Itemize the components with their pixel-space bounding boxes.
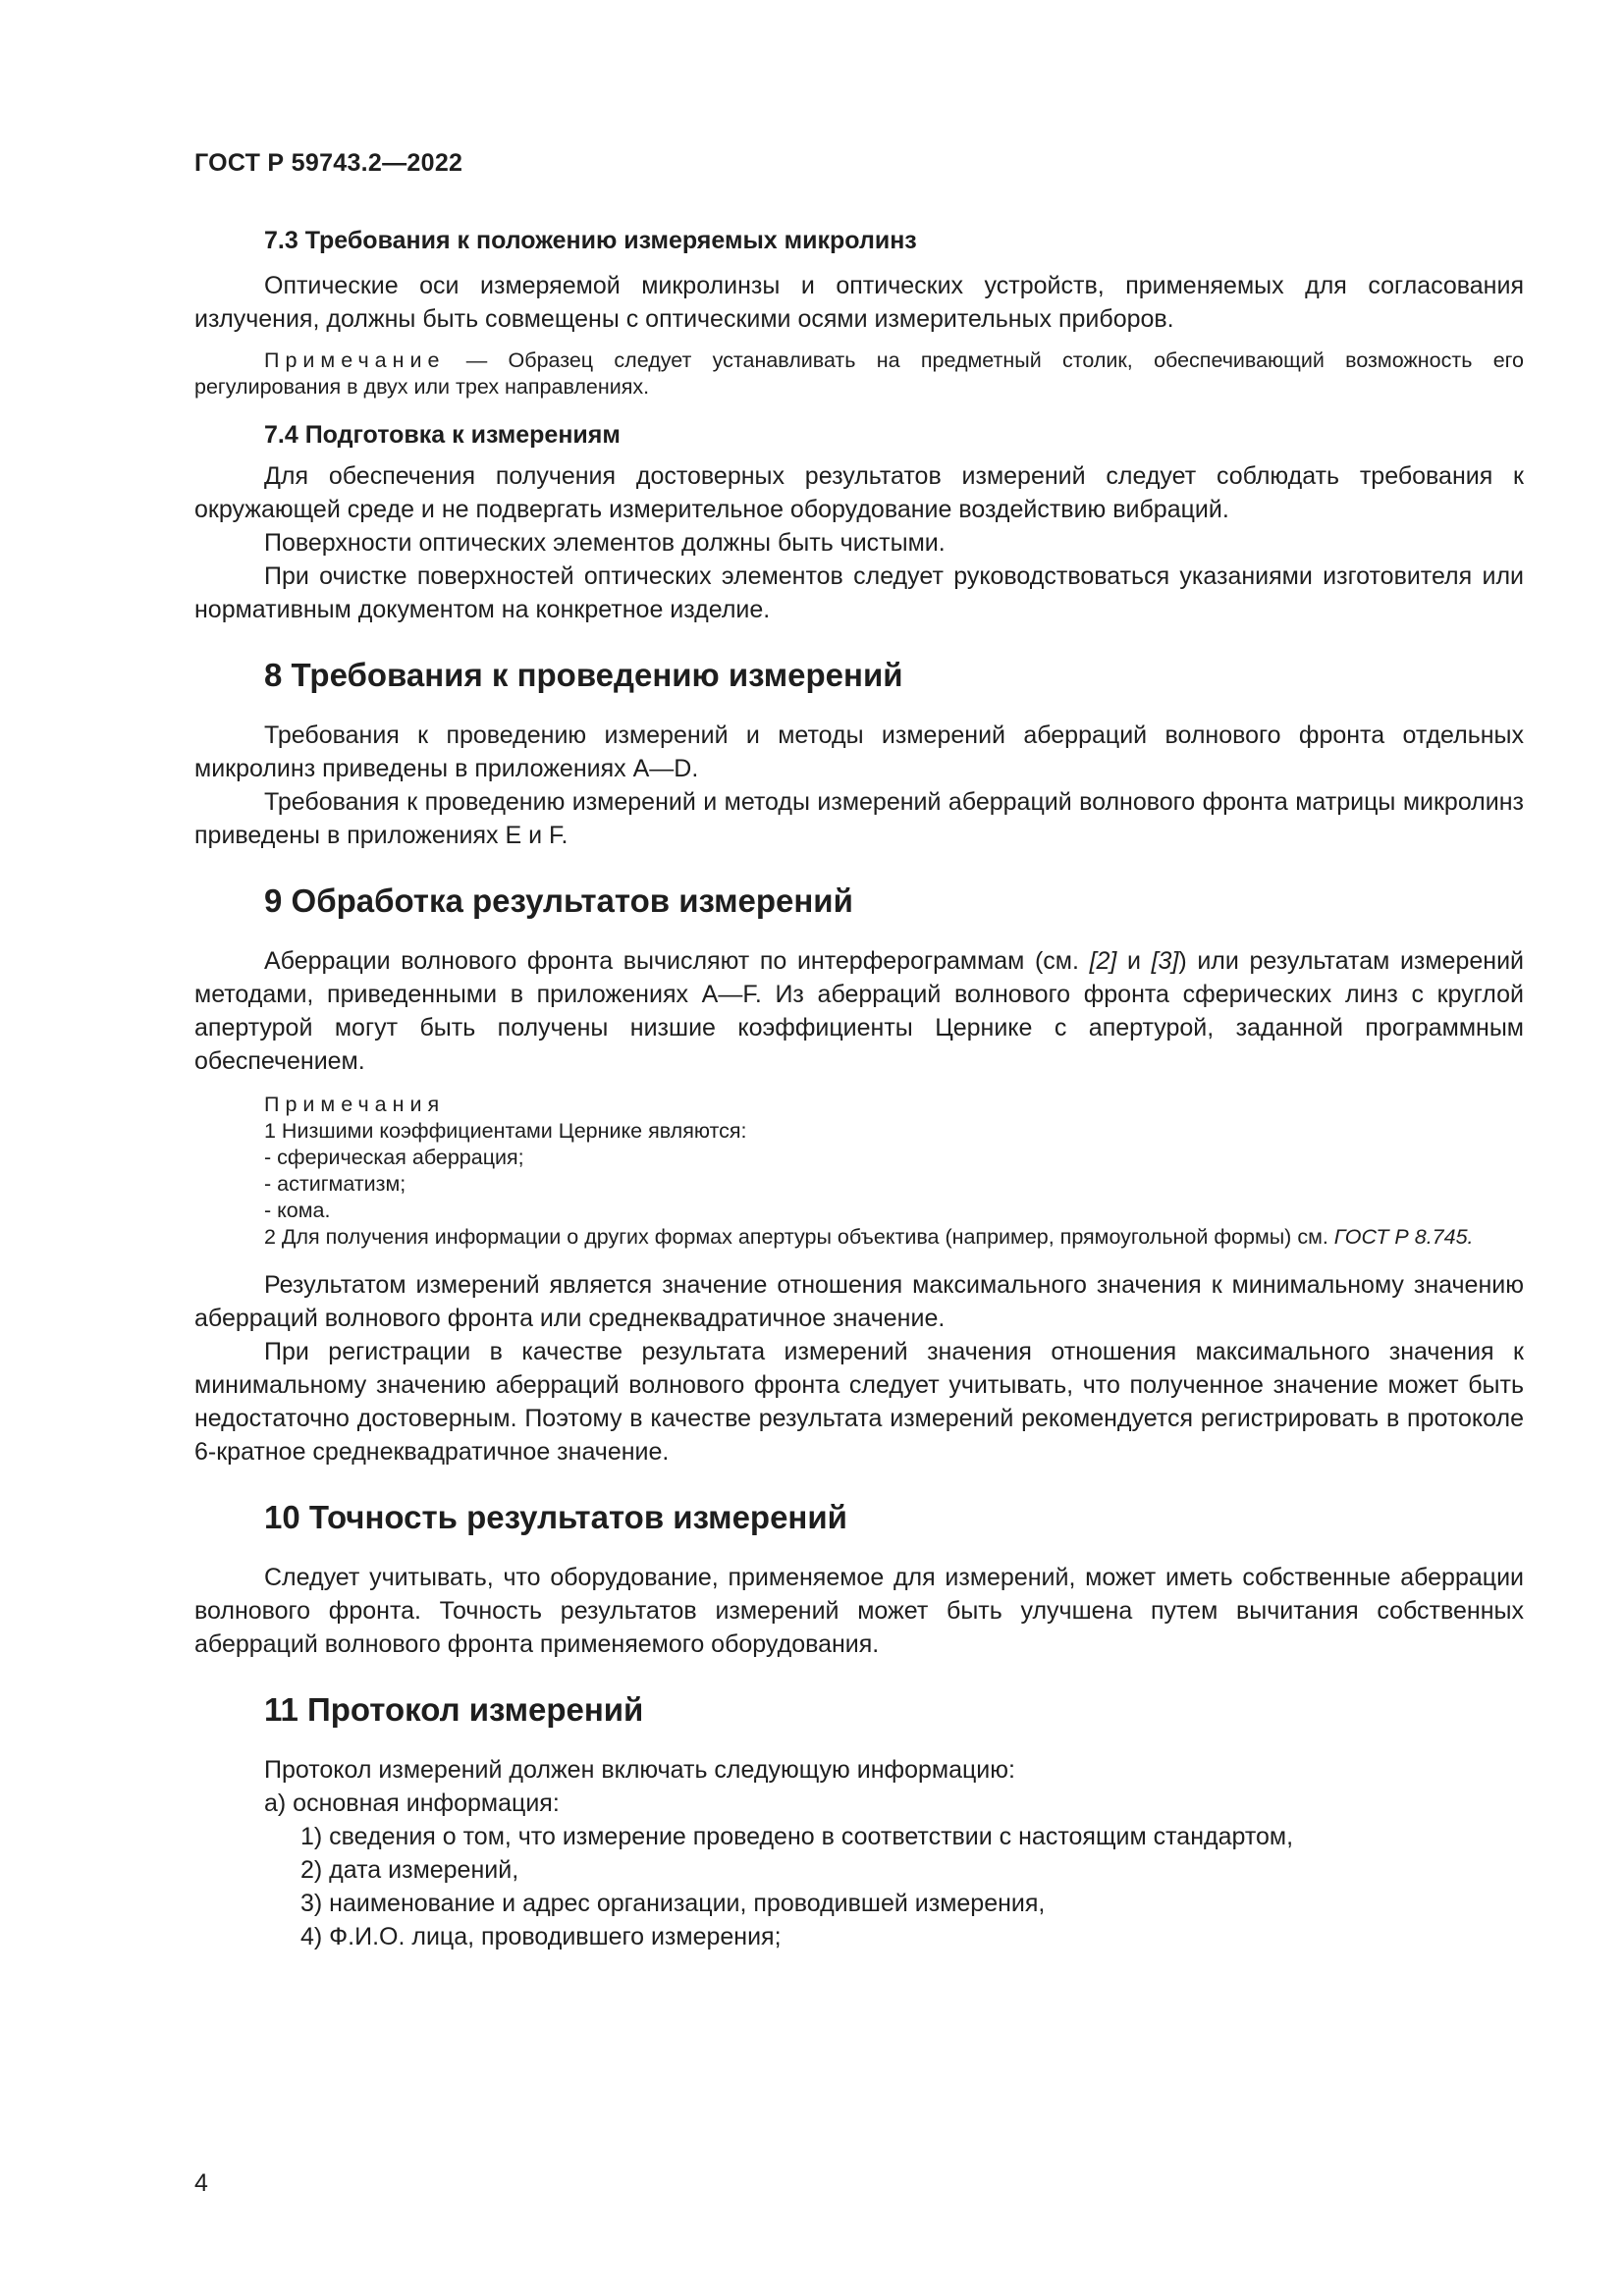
text-run: ) или результатам измерений методами, приведенными в приложениях А—F. Из аберраций волнового фронта сферических линз с круглой апертурой могут быть получены низшие коэффициенты Цернике с апертурой, заданной программным обеспечением. xyxy=(194,947,1525,1075)
note-1-item: - астигматизм; xyxy=(264,1172,406,1196)
list-item-a: а) основная информация: xyxy=(264,1789,560,1817)
section-8-title: 8 Требования к проведению измерений xyxy=(264,657,903,693)
section-9-paragraph-3: При регистрации в качестве результата измерений значения отношения максимального значения к минимальному значению аберраций волнового фронта следует учитывать, что полученное значение может быть недостаточно достоверным. Поэтому в качестве результата измерений рекомендуется регистрировать в протоколе 6-кратное среднеквадратичное значение. xyxy=(194,1338,1524,1466)
note-2 xyxy=(194,1224,1524,1251)
text-run: 2 Для получения информации о других формах апертуры объектива (например, прямоугольной формы) см. xyxy=(264,1225,1334,1249)
page-content xyxy=(194,224,1524,1953)
section-8-paragraph-2: Требования к проведению измерений и методы измерений аберраций волнового фронта матрицы микролинз приведены в приложениях E и F. xyxy=(194,788,1524,849)
document-code: ГОСТ Р 59743.2—2022 xyxy=(194,149,463,177)
list-subitem: 2) дата измерений, xyxy=(300,1856,519,1884)
page-number: 4 xyxy=(194,2169,208,2197)
section-7-4-paragraph-1: Для обеспечения получения достоверных результатов измерений следует соблюдать требования к окружающей среде и не подвергать измерительное оборудование воздействию вибраций. xyxy=(194,462,1524,523)
note-text: — Образец следует устанавливать на предметный столик, обеспечивающий возможность его регулирования в двух или трех направлениях. xyxy=(194,348,1524,399)
reference-link: [3] xyxy=(1151,947,1179,975)
section-7-3-paragraph: Оптические оси измеряемой микролинзы и оптических устройств, применяемых для согласования излучения, должны быть совмещены с оптическими осями измерительных приборов. xyxy=(194,272,1524,333)
section-11-title: 11 Протокол измерений xyxy=(264,1691,644,1728)
list-subitem: 3) наименование и адрес организации, проводившей измерения, xyxy=(300,1890,1046,1917)
section-7-4-paragraph-2: Поверхности оптических элементов должны быть чистыми. xyxy=(264,529,946,557)
list-subitem: 1) сведения о том, что измерение проведено в соответствии с настоящим стандартом, xyxy=(300,1823,1294,1850)
section-10-paragraph: Следует учитывать, что оборудование, применяемое для измерений, может иметь собственные аберрации волнового фронта. Точность результатов измерений может быть улучшена путем вычитания собственных аберраций волнового фронта применяемого оборудования. xyxy=(194,1564,1524,1658)
note-1-item: - кома. xyxy=(264,1199,331,1222)
list-subitem: 4) Ф.И.О. лица, проводившего измерения; xyxy=(300,1923,782,1950)
section-7-4-paragraph-3: При очистке поверхностей оптических элементов следует руководствоваться указаниями изготовителя или нормативным документом на конкретное изделие. xyxy=(194,562,1524,623)
note-1: 1 Низшими коэффициентами Цернике являются: xyxy=(264,1119,747,1143)
text-run: и xyxy=(1116,947,1152,975)
text-run: Аберрации волнового фронта вычисляют по интерферограммам (см. xyxy=(264,947,1090,975)
section-9-paragraph-1 xyxy=(194,944,1524,1078)
section-10-title: 10 Точность результатов измерений xyxy=(264,1499,847,1535)
section-7-3-note xyxy=(194,347,1524,400)
section-9-paragraph-2: Результатом измерений является значение отношения максимального значения к минимальному значению аберраций волнового фронта или среднеквадратичное значение. xyxy=(194,1271,1524,1332)
section-7-3-title: 7.3 Требования к положению измеряемых микролинз xyxy=(264,227,917,254)
reference-link: ГОСТ Р 8.745. xyxy=(1333,1225,1474,1249)
section-11-paragraph: Протокол измерений должен включать следующую информацию: xyxy=(264,1756,1015,1784)
notes-label: Примечания xyxy=(264,1093,446,1116)
note-1-item: - сферическая аберрация; xyxy=(264,1146,524,1169)
section-8-paragraph-1: Требования к проведению измерений и методы измерений аберраций волнового фронта отдельных микролинз приведены в приложениях А—D. xyxy=(194,721,1524,782)
section-7-4-title: 7.4 Подготовка к измерениям xyxy=(264,421,621,449)
reference-link: [2] xyxy=(1089,947,1117,975)
note-label: Примечание xyxy=(264,348,446,372)
section-9-title: 9 Обработка результатов измерений xyxy=(264,882,853,919)
